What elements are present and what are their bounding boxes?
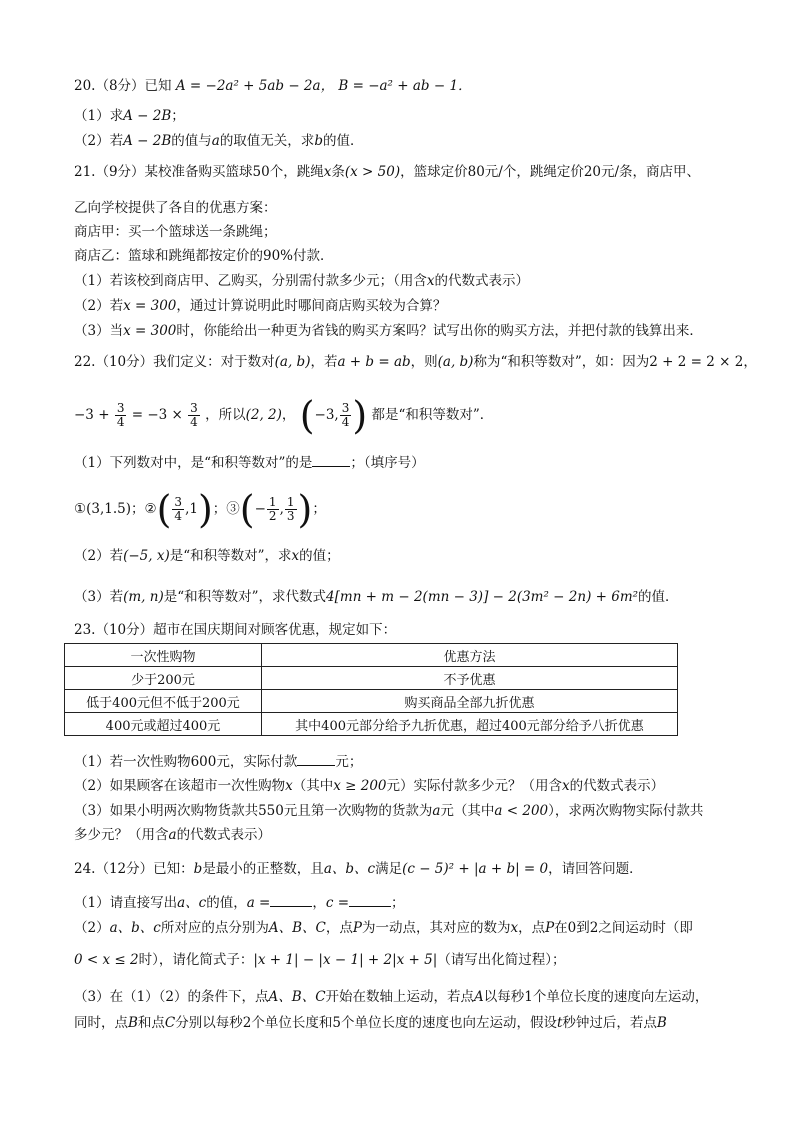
answer-blank[interactable] (297, 751, 335, 766)
q24-part3: （3）在（1）（2）的条件下，点A、B、C开始在数轴上运动，若点A以每秒1个单位长度的速度向左运动， (74, 989, 709, 1005)
q24-part1: （1）请直接写出a、c的值，a = ，c = ； (74, 892, 405, 913)
table-cell: 不予优惠 (262, 667, 678, 690)
table-cell: 购买商品全部九折优惠 (262, 690, 678, 713)
q22-part2: （2）若(−5, x)是“和积等数对”，求x的值； (74, 548, 340, 564)
discount-table (64, 643, 678, 736)
q24-part2: （2）a、b、c所对应的点分别为A、B、C，点P为一动点，其对应的数为x，点P在0到2之间运动时（即 (74, 920, 693, 936)
q21-part2: （2）若x = 300，通过计算说明此时哪间商店购买较为合算？ (74, 298, 447, 314)
q20-header: 20.（8分）已知 A = −2a² + 5ab − 2a， B = −a² + ab − 1． (74, 78, 472, 94)
answer-blank-c[interactable] (349, 892, 391, 907)
table-cell: 少于200元 (65, 667, 262, 690)
q20-eq-a: A = −2a² + 5ab − 2a， (175, 78, 335, 94)
q22-part1: （1）下列数对中，是“和积等数对”的是 ；（填序号） (74, 452, 425, 473)
q20-part2: （2）若A − 2B的值与a的取值无关，求b的值． (74, 133, 364, 149)
table-row (65, 690, 678, 713)
table-cell: 其中400元部分给予九折优惠，超过400元部分给予八折优惠 (262, 713, 678, 736)
q24-part2-cont: 0 < x ≤ 2时），请化简式子：|x + 1| − |x − 1| + 2|x + 5|（请写出化简过程）； (74, 952, 566, 968)
table-row (65, 713, 678, 736)
fraction: $\frac{3}{4}$ (341, 401, 350, 429)
q23-part2: （2）如果顾客在该超市一次性购物x（其中x ≥ 200元）实际付款多少元？（用含x的代数式表示） (74, 778, 665, 794)
q21-part1: （1）若该校到商店甲、乙购买，分别需付款多少元；（用含x的代数式表示） (74, 273, 529, 289)
q22-example: −3 + $\frac{3}{4}$ = −3 × $\frac{3}{4}$ ，所以(2, 2)， (−3, $\frac{3}{4}$ ) 都是“和积等数对”． (74, 393, 494, 438)
table-row (65, 667, 678, 690)
q21-line2: 乙向学校提供了各自的优惠方案： (74, 200, 277, 216)
fraction: $\frac{3}{4}$ (174, 495, 183, 523)
q23-header: 23.（10分）超市在国庆期间对顾客优惠，规定如下： (74, 622, 397, 638)
q22-header: 22.（10分）我们定义：对于数对(a, b)，若a + b = ab，则(a, b)称为“和积等数对”，如：因为2 + 2 = 2 × 2， (74, 354, 757, 370)
table-header-cell: 优惠方法 (262, 644, 678, 667)
fraction: $\frac{1}{3}$ (286, 495, 295, 523)
q23-part3: （3）如果小明两次购物货款共550元且第一次购物的货款为a元（其中a < 200），求两次购物实际付款共 (74, 803, 704, 819)
q21-part3: （3）当x = 300时，你能给出一种更为省钱的购买方案吗？试写出你的购买方法，并把付款的钱算出来． (74, 323, 703, 339)
answer-blank-a[interactable] (270, 892, 312, 907)
table-cell: 400元或超过400元 (65, 713, 262, 736)
q21-line4: 商店乙：篮球和跳绳都按定价的90%付款． (74, 248, 334, 264)
fraction: $\frac{3}{4}$ (190, 401, 198, 429)
answer-blank[interactable] (312, 452, 350, 467)
fraction: $\frac{3}{4}$ (116, 401, 125, 429)
fraction: $\frac{1}{2}$ (268, 495, 277, 523)
q23-part1: （1）若一次性购物600元，实际付款 元； (74, 751, 362, 772)
table-header-row (65, 644, 678, 667)
table-header-cell: 一次性购物 (65, 644, 262, 667)
q20-part1: （1）求A − 2B； (74, 108, 185, 124)
q22-part3: （3）若(m, n)是“和积等数对”，求代数式4[mn + m − 2(mn − 3)] − 2(3m² − 2n) + 6m²的值． (74, 589, 679, 605)
q22-options: ①(3,1.5)；②( $\frac{3}{4}$ ,1)；③(− $\frac{1}{2}$ , $\frac{1}{3}$ )； (74, 487, 326, 532)
q21-line3: 商店甲：买一个篮球送一条跳绳； (74, 224, 277, 240)
table-cell: 低于400元但不低于200元 (65, 690, 262, 713)
q20-eq-b: B = −a² + ab − 1． (338, 78, 472, 94)
q24-header: 24.（12分）已知：b是最小的正整数，且a、b、c满足(c − 5)² + |a + b| = 0，请回答问题． (74, 861, 643, 877)
q23-part3-cont: 多少元？（用含a的代数式表示） (74, 827, 272, 843)
q21-header: 21.（9分）某校准备购买篮球50个，跳绳x条(x > 50)，篮球定价80元/个，跳绳定价20元/条，商店甲、 (74, 164, 701, 180)
q24-part3-cont: 同时，点B和点C分别以每秒2个单位长度和5个单位长度的速度也向左运动，假设t秒钟过后，若点B (74, 1015, 667, 1031)
